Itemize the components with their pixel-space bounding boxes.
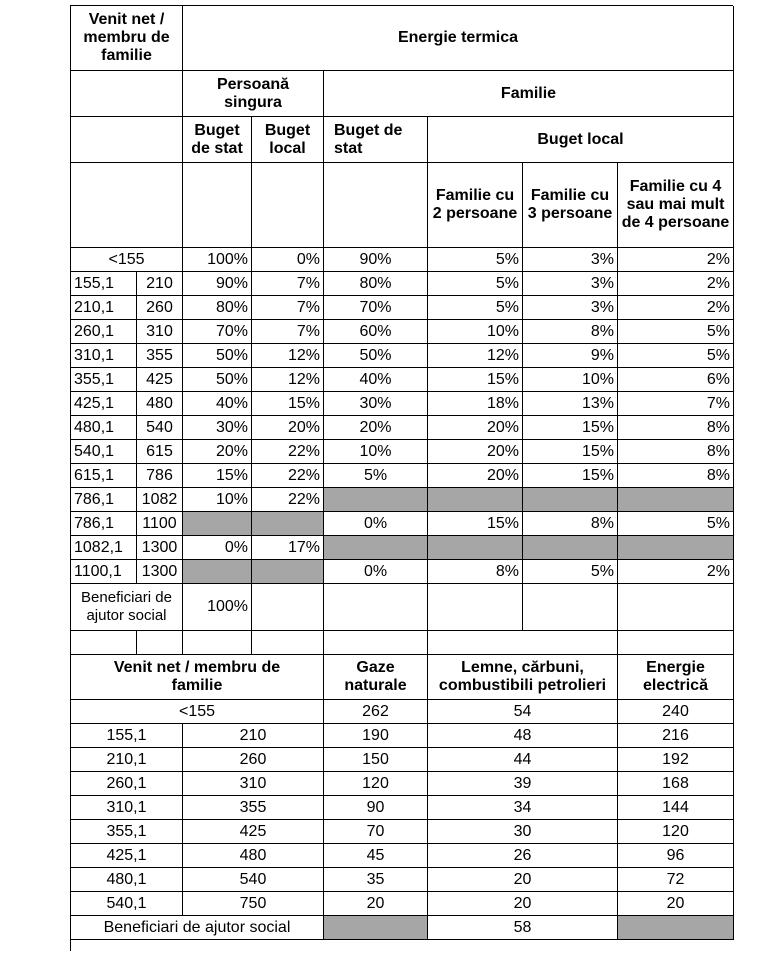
cell-to: 540 [183,868,324,892]
cell-f3: 8% [523,512,618,536]
shaded-cell [618,488,734,512]
cell-to: 210 [137,272,183,296]
cell-f2: 12% [428,344,523,368]
cell-from: 425,1 [71,392,137,416]
cell-f4: 8% [618,464,734,488]
cell-f3: 15% [523,464,618,488]
cell-f3: 9% [523,344,618,368]
header-persoana-singura: Persoană singura [183,71,324,117]
cell-electrica: 144 [618,796,734,820]
cell-electrica: 96 [618,844,734,868]
cell-ps-local: 22% [252,488,324,512]
cell-lemne: 20 [428,868,618,892]
cell-from: 355,1 [71,820,183,844]
cell-to: 260 [137,296,183,320]
cell-to: 750 [183,892,324,916]
cell-electrica: 240 [618,700,734,724]
cell-from: 540,1 [71,892,183,916]
header-familie: Familie [324,71,734,117]
empty-cell [71,71,183,117]
cell-lemne: 54 [428,700,618,724]
cell-from: 310,1 [71,796,183,820]
cell-to: 480 [183,844,324,868]
cell-f3: 3% [523,248,618,272]
empty-cell [324,631,428,655]
cell-electrica: 20 [618,892,734,916]
cell-ps-stat: 15% [183,464,252,488]
cell-ps-local: 22% [252,440,324,464]
beneficiari-label-2: Beneficiari de ajutor social [71,916,324,940]
cell-from: 480,1 [71,416,137,440]
beneficiari-label: Beneficiari de ajutor social [71,584,183,631]
header-ps-buget-stat: Buget de stat [183,117,252,163]
header-venit-net-2: Venit net / membru de familie [71,655,324,700]
cell-f-stat: 50% [324,344,428,368]
beneficiari-value: 100% [183,584,252,631]
cell-from: 425,1 [71,844,183,868]
cell-electrica: 72 [618,868,734,892]
empty-cell [324,163,428,248]
cell-to: 355 [183,796,324,820]
row-income-range: <155 [71,248,183,272]
empty-cell [252,631,324,655]
empty-cell [428,631,618,655]
cell-f2: 8% [428,560,523,584]
cell-ps-stat: 50% [183,344,252,368]
header-energie-electrica: Energie electrică [618,655,734,700]
cell-f-stat: 40% [324,368,428,392]
cell-from: 155,1 [71,272,137,296]
cell-to: 480 [137,392,183,416]
cell-f2: 18% [428,392,523,416]
cell-ps-stat: 80% [183,296,252,320]
subsidy-table [70,5,733,951]
empty-cell [71,117,183,163]
cell-gaze: 262 [324,700,428,724]
empty-cell [71,163,183,248]
cell-to: 786 [137,464,183,488]
empty-cell [183,631,252,655]
cell-to: 1082 [137,488,183,512]
empty-cell [252,584,324,631]
cell-lemne: 30 [428,820,618,844]
cell-ps-local: 15% [252,392,324,416]
cell-to: 425 [137,368,183,392]
shaded-cell [324,916,428,940]
cell-ps-stat: 50% [183,368,252,392]
cell-from: 210,1 [71,748,183,772]
cell-f2: 20% [428,440,523,464]
shaded-cell [183,512,252,536]
cell-to: 615 [137,440,183,464]
cell-ps-stat: 100% [183,248,252,272]
cell-to: 260 [183,748,324,772]
cell-f4: 2% [618,560,734,584]
cell-f4: 2% [618,248,734,272]
cell-f4: 8% [618,440,734,464]
cell-ps-local: 12% [252,368,324,392]
cell-ps-local: 7% [252,296,324,320]
cell-ps-local: 7% [252,272,324,296]
header-gaze: Gaze naturale [324,655,428,700]
cell-lemne: 44 [428,748,618,772]
cell-lemne: 48 [428,724,618,748]
header-lemne: Lemne, cărbuni, combustibili petrolieri [428,655,618,700]
cell-gaze: 120 [324,772,428,796]
cell-from: 155,1 [71,724,183,748]
cell-from: 540,1 [71,440,137,464]
cell-ps-local: 20% [252,416,324,440]
cell-f-stat: 20% [324,416,428,440]
cell-f4: 2% [618,296,734,320]
cell-gaze: 70 [324,820,428,844]
cell-f2: 5% [428,248,523,272]
cell-to: 1300 [137,560,183,584]
cell-to: 210 [183,724,324,748]
empty-cell [183,163,252,248]
shaded-cell [252,560,324,584]
cell-ps-local: 22% [252,464,324,488]
header-ps-buget-local: Buget local [252,117,324,163]
cell-f2: 15% [428,368,523,392]
cell-ps-stat: 0% [183,536,252,560]
cell-to: 1100 [137,512,183,536]
cell-f2: 20% [428,464,523,488]
cell-gaze: 45 [324,844,428,868]
cell-f3: 10% [523,368,618,392]
cell-f3: 8% [523,320,618,344]
cell-f2: 10% [428,320,523,344]
cell-f3: 3% [523,272,618,296]
cell-gaze: 90 [324,796,428,820]
cell-from: 480,1 [71,868,183,892]
cell-lemne: 26 [428,844,618,868]
cell-ps-stat: 90% [183,272,252,296]
cell-from: 615,1 [71,464,137,488]
cell-f4: 8% [618,416,734,440]
cell-f3: 15% [523,440,618,464]
shaded-cell [428,536,523,560]
cell-ps-local: 0% [252,248,324,272]
cell-from: 1082,1 [71,536,137,560]
shaded-cell [324,488,428,512]
shaded-cell [183,560,252,584]
cell-f-stat: 60% [324,320,428,344]
shaded-cell [618,916,734,940]
empty-cell [71,631,137,655]
cell-f-stat: 0% [324,560,428,584]
cell-f-stat: 10% [324,440,428,464]
cell-ps-stat: 20% [183,440,252,464]
cell-gaze: 190 [324,724,428,748]
cell-to: 1300 [137,536,183,560]
shaded-cell [252,512,324,536]
empty-cell [324,584,428,631]
cell-f2: 15% [428,512,523,536]
beneficiari-lemne: 58 [428,916,618,940]
cell-from: 260,1 [71,320,137,344]
cell-f2: 5% [428,272,523,296]
cell-ps-local: 12% [252,344,324,368]
cell-f4: 7% [618,392,734,416]
header-f-buget-local: Buget local [428,117,734,163]
cell-f4: 6% [618,368,734,392]
cell-ps-stat: 70% [183,320,252,344]
cell-f3: 5% [523,560,618,584]
cell-f2: 20% [428,416,523,440]
cell-to: 310 [137,320,183,344]
shaded-cell [523,488,618,512]
cell-ps-local: 17% [252,536,324,560]
cell-ps-local: 7% [252,320,324,344]
header-familie-4: Familie cu 4 sau mai mult de 4 persoane [618,163,734,248]
empty-cell [428,584,523,631]
header-energie-termica: Energie termica [183,6,734,71]
cell-f3: 3% [523,296,618,320]
cell-from: 355,1 [71,368,137,392]
cell-f-stat: 0% [324,512,428,536]
cell-f3: 13% [523,392,618,416]
cell-f-stat: 80% [324,272,428,296]
cell-to: 540 [137,416,183,440]
cell-f2: 5% [428,296,523,320]
header-familie-2: Familie cu 2 persoane [428,163,523,248]
header-familie-3: Familie cu 3 persoane [523,163,618,248]
cell-electrica: 216 [618,724,734,748]
cell-from: 786,1 [71,488,137,512]
cell-f4: 5% [618,320,734,344]
cell-f4: 2% [618,272,734,296]
cell-to: 310 [183,772,324,796]
cell-gaze: 150 [324,748,428,772]
shaded-cell [428,488,523,512]
cell-from: 786,1 [71,512,137,536]
cell-f-stat: 90% [324,248,428,272]
cell-lemne: 34 [428,796,618,820]
cell-f4: 5% [618,512,734,536]
empty-cell [137,631,183,655]
cell-electrica: 192 [618,748,734,772]
shaded-cell [523,536,618,560]
cell-lemne: 20 [428,892,618,916]
cell-lemne: 39 [428,772,618,796]
shaded-cell [324,536,428,560]
cell-from: 210,1 [71,296,137,320]
cell-from: 1100,1 [71,560,137,584]
row-income-range: <155 [71,700,324,724]
cell-electrica: 120 [618,820,734,844]
cell-f-stat: 5% [324,464,428,488]
cell-f-stat: 70% [324,296,428,320]
cell-from: 310,1 [71,344,137,368]
empty-cell [618,584,734,631]
cell-ps-stat: 10% [183,488,252,512]
empty-cell [252,163,324,248]
cell-f4: 5% [618,344,734,368]
shaded-cell [618,536,734,560]
cell-ps-stat: 40% [183,392,252,416]
cell-f3: 15% [523,416,618,440]
cell-to: 425 [183,820,324,844]
cell-f-stat: 30% [324,392,428,416]
header-f-buget-stat: Buget de stat [324,117,428,163]
header-venit-net: Venit net / membru de familie [71,6,183,71]
cell-ps-stat: 30% [183,416,252,440]
cell-from: 260,1 [71,772,183,796]
cell-to: 355 [137,344,183,368]
empty-cell [618,631,734,655]
empty-cell [523,584,618,631]
cell-gaze: 20 [324,892,428,916]
cell-gaze: 35 [324,868,428,892]
cell-electrica: 168 [618,772,734,796]
